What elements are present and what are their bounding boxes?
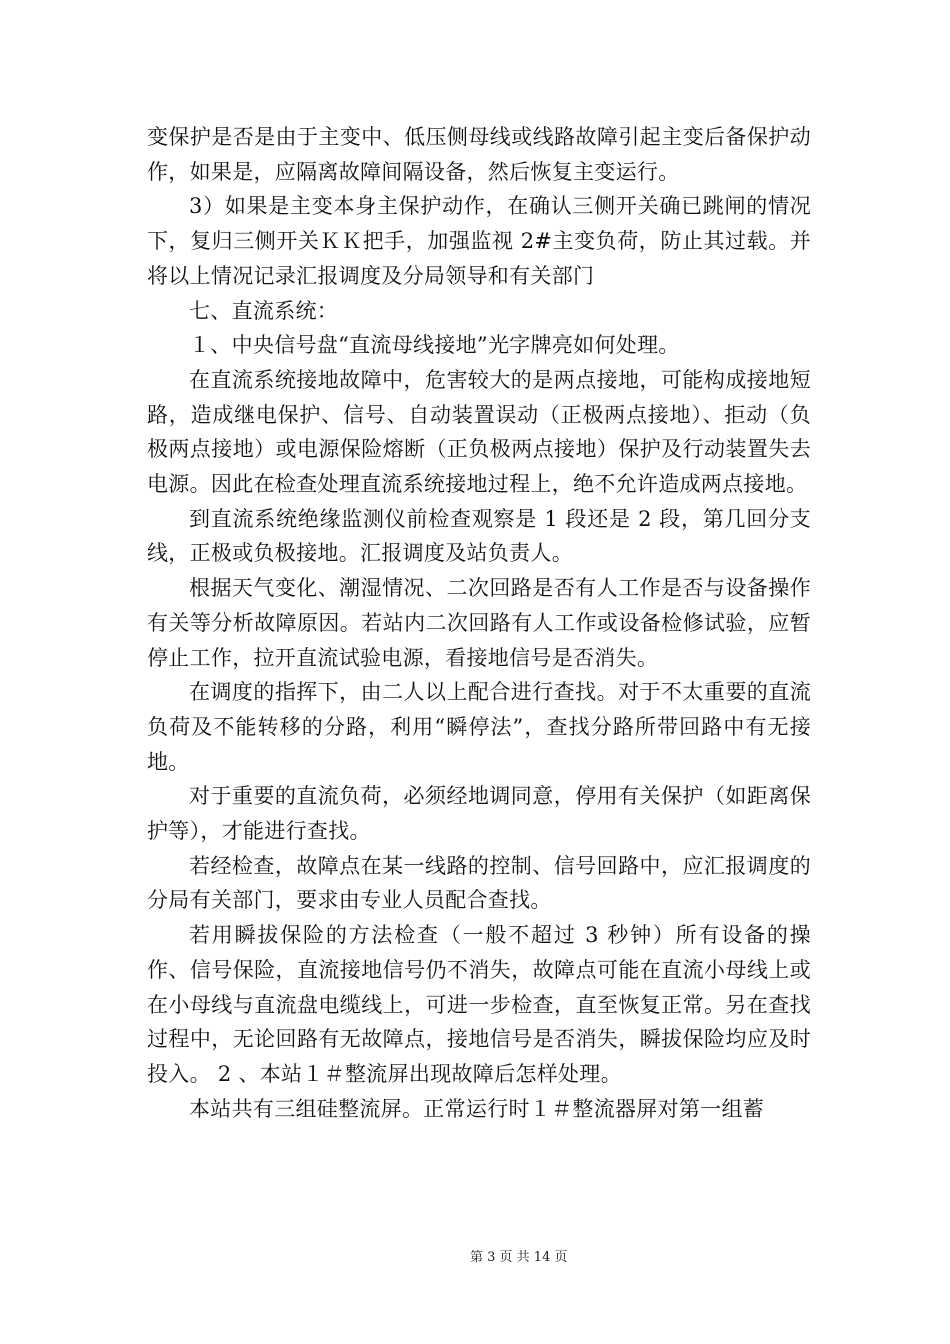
document-body <box>147 120 811 1126</box>
section-heading-dc-system: 七、直流系统： <box>189 298 339 323</box>
page-number-footer: 第 3 页 共 14 页 <box>470 1250 568 1265</box>
paragraph-12: 本站共有三组硅整流屏。正常运行时１＃整流器屏对第一组蓄 <box>189 1096 765 1121</box>
paragraph-9: 对于重要的直流负荷，必须经地调同意，停用有关保护（如距离保护等），才能进行查找。 <box>147 784 811 844</box>
paragraph-2: 3）如果是主变本身主保护动作，在确认三侧开关确已跳闸的情况下，复归三侧开关ＫＫ把手，加强监视 2#主变负荷，防止其过载。并将以上情况记录汇报调度及分局领导和有关部门 <box>147 194 811 288</box>
paragraph-5: 在直流系统接地故障中，危害较大的是两点接地，可能构成接地短路，造成继电保护、信号、自动装置误动（正极两点接地）、拒动（负极两点接地）或电源保险熔断（正负极两点接地）保护及行动装置失去电源。因此在检查处理直流系统接地过程上，绝不允许造成两点接地。 <box>147 367 811 497</box>
paragraph-6: 到直流系统绝缘监测仪前检查观察是 1 段还是 2 段，第几回分支线，正极或负极接地。汇报调度及站负责人。 <box>147 506 811 566</box>
paragraph-11: 若用瞬拔保险的方法检查（一般不超过 3 秒钟）所有设备的操作、信号保险，直流接地信号仍不消失，故障点可能在直流小母线上或在小母线与直流盘电缆线上，可进一步检查，直至恢复正常。另在查找过程中，无论回路有无故障点，接地信号是否消失，瞬拔保险均应及时投入。 2 、本站１＃整流屏出现故障后怎样处理。 <box>147 923 811 1086</box>
paragraph-8: 在调度的指挥下，由二人以上配合进行查找。对于不太重要的直流负荷及不能转移的分路，利用“瞬停法”，查找分路所带回路中有无接地。 <box>147 680 811 774</box>
paragraph-10: 若经检查，故障点在某一线路的控制、信号回路中，应汇报调度的分局有关部门，要求由专业人员配合查找。 <box>147 853 811 913</box>
paragraph-7: 根据天气变化、潮湿情况、二次回路是否有人工作是否与设备操作有关等分析故障原因。若站内二次回路有人工作或设备检修试验，应暂停止工作，拉开直流试验电源，看接地信号是否消失。 <box>147 576 811 670</box>
item-heading-1: １、中央信号盘“直流母线接地”光字牌亮如何处理。 <box>189 333 680 358</box>
paragraph-1: 变保护是否是由于主变中、低压侧母线或线路故障引起主变后备保护动作，如果是，应隔离故障间隔设备，然后恢复主变运行。 <box>147 125 811 184</box>
